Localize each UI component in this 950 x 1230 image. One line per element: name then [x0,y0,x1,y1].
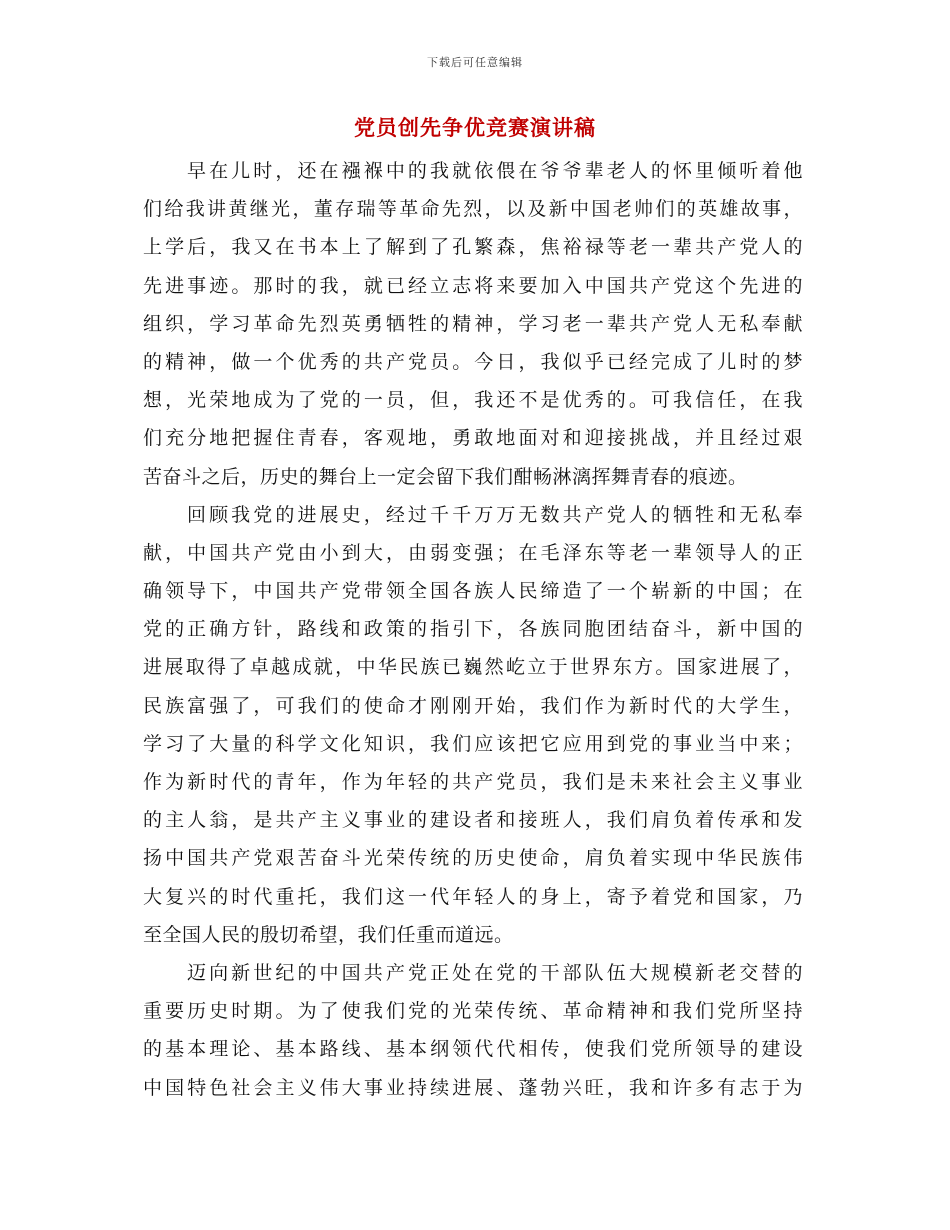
text-line: 迈向新世纪的中国共产党正处在党的干部队伍大规模新老交替的 [187,961,803,984]
text-line: 献，中国共产党由小到大，由弱变强；在毛泽东等老一辈领导人的正 [143,541,803,564]
text-line: 组织，学习革命先烈英勇牺牲的精神，学习老一辈共产党人无私奉献 [143,312,803,335]
text-line: 早在儿时，还在襁褓中的我就依偎在爷爷辈老人的怀里倾听着他 [187,160,803,182]
text-line: 们充分地把握住青春，客观地，勇敢地面对和迎接挑战，并且经过艰 [143,427,803,450]
text-line: 至全国人民的殷切希望，我们任重而道远。 [143,923,514,946]
text-line: 的基本理论、基本路线、基本纲领代代相传，使我们党所领导的建设 [143,1038,803,1061]
text-line: 回顾我党的进展史，经过千千万万无数共产党人的牺牲和无私奉 [187,503,803,526]
text-line: 大复兴的时代重托，我们这一代年轻人的身上，寄予着党和国家，乃 [143,885,803,908]
text-line: 苦奋斗之后，历史的舞台上一定会留下我们酣畅淋漓挥舞青春的痕迹。 [143,465,748,488]
paragraph-3 [143,954,803,1107]
paragraph-2 [143,496,803,954]
text-line: 进展取得了卓越成就，中华民族已巍然屹立于世界东方。国家进展了， [143,656,803,679]
text-line: 的主人翁，是共产主义事业的建设者和接班人，我们肩负着传承和发 [143,809,803,832]
text-line: 上学后，我又在书本上了解到了孔繁森，焦裕禄等老一辈共产党人的 [143,236,803,259]
text-line: 们给我讲黄继光，董存瑞等革命先烈，以及新中国老帅们的英雄故事， [143,198,803,221]
text-line: 想，光荣地成为了党的一员，但，我还不是优秀的。可我信任，在我 [143,389,803,412]
text-line: 重要历史时期。为了使我们党的光荣传统、革命精神和我们党所坚持 [143,1000,803,1023]
document-title: 党员创先争优竞赛演讲稿 [354,115,596,140]
text-line: 学习了大量的科学文化知识，我们应该把它应用到党的事业当中来； [143,732,803,755]
text-line: 扬中国共产党艰苦奋斗光荣传统的历史使命，肩负着实现中华民族伟 [143,847,803,870]
paragraph-1 [143,152,803,496]
text-line: 民族富强了，可我们的使命才刚刚开始，我们作为新时代的大学生， [143,694,803,717]
text-line: 先进事迹。那时的我，就已经立志将来要加入中国共产党这个先进的 [143,274,803,297]
document-body [143,152,803,1107]
text-line: 的精神，做一个优秀的共产党员。今日，我似乎已经完成了儿时的梦 [143,350,803,373]
text-line: 确领导下，中国共产党带领全国各族人民缔造了一个崭新的中国；在 [143,580,803,603]
header-note: 下载后可任意编辑 [427,56,523,69]
text-line: 党的正确方针，路线和政策的指引下，各族同胞团结奋斗，新中国的 [143,618,803,641]
text-line: 作为新时代的青年，作为年轻的共产党员，我们是未来社会主义事业 [143,771,803,793]
text-line: 中国特色社会主义伟大事业持续进展、蓬勃兴旺，我和许多有志于为 [143,1076,803,1099]
